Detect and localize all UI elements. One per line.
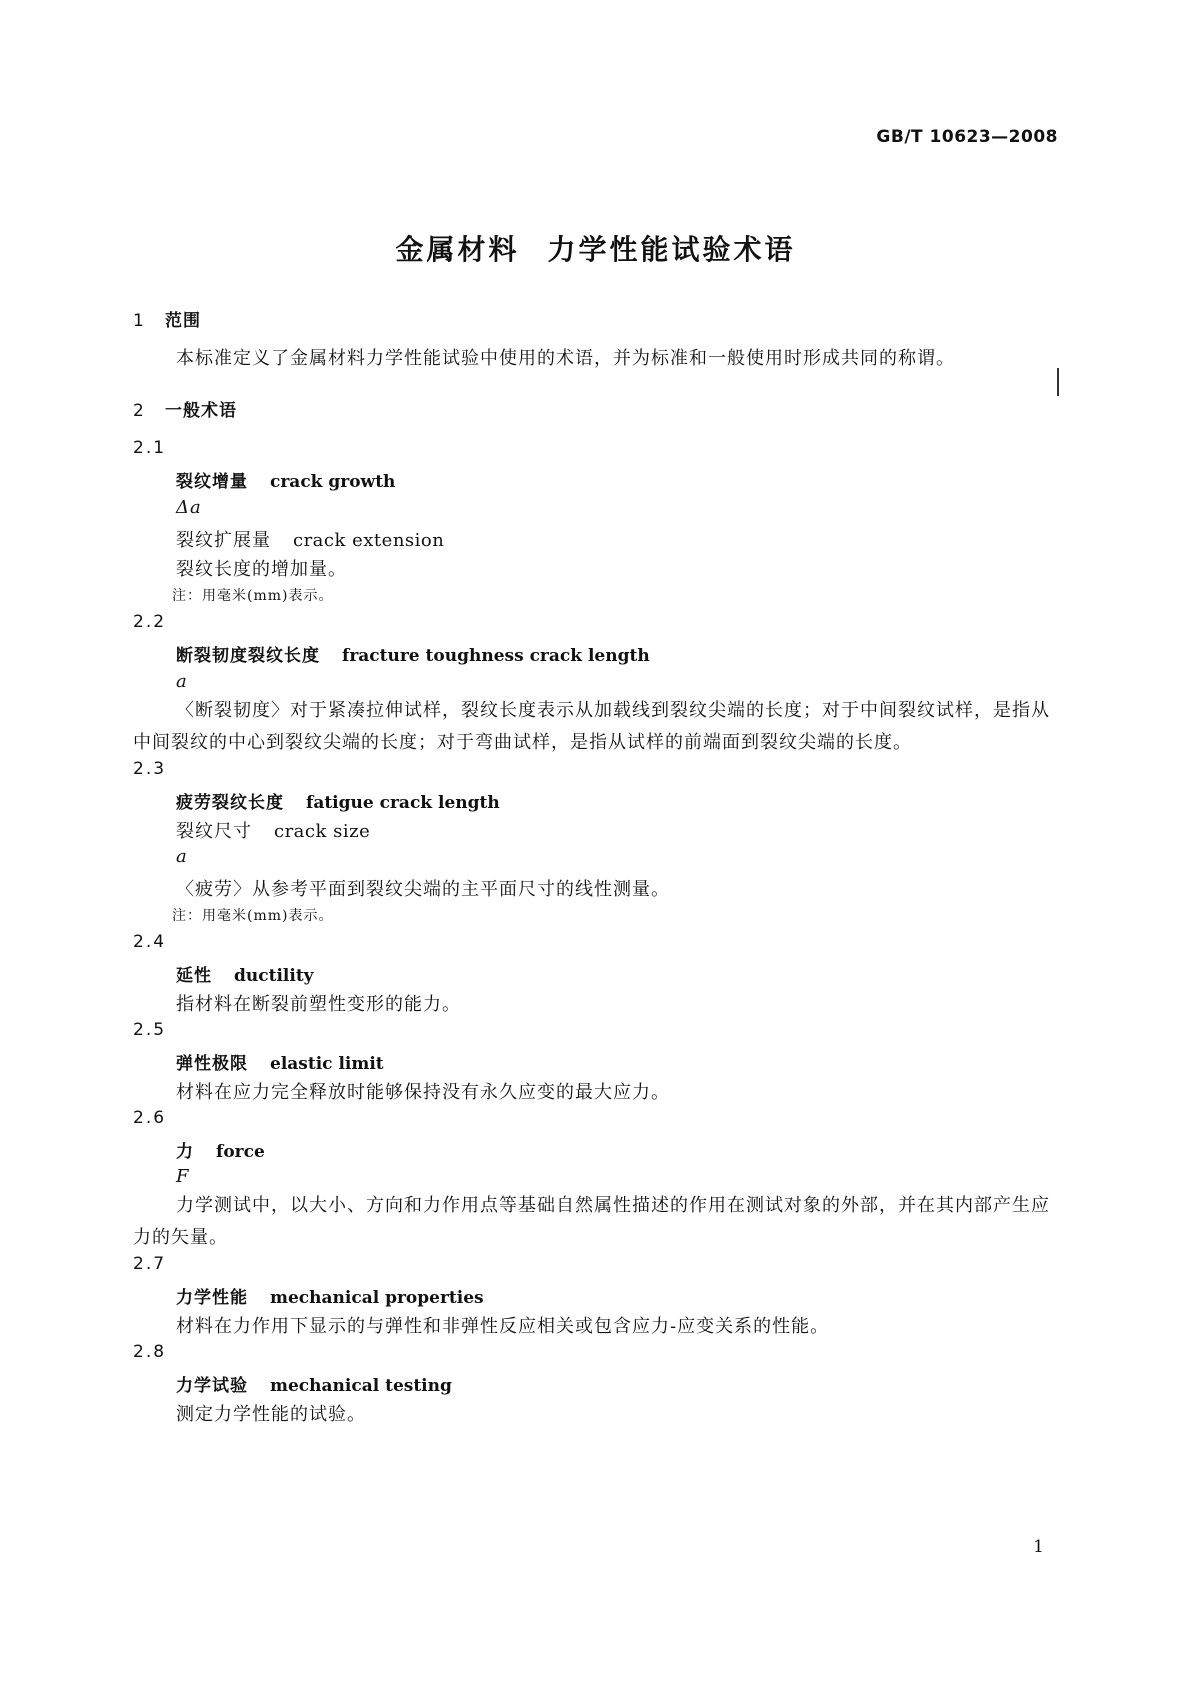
term-en: ductility: [234, 966, 314, 986]
synonym-en: crack extension: [293, 530, 445, 551]
section-1-heading: [133, 306, 201, 331]
definition: 〈断裂韧度〉对于紧凑拉伸试样，裂纹长度表示从加载线到裂纹尖端的长度；对于中间裂纹试样，是指从中间裂纹的中心到裂纹尖端的长度；对于弯曲试样，是指从试样的前端面到裂纹尖端的长度。: [133, 700, 1050, 753]
section-2-heading: [133, 396, 237, 421]
definition: 裂纹长度的增加量。: [176, 559, 347, 580]
term-symbol: a: [176, 846, 188, 867]
term-line: [176, 961, 314, 986]
synonym-en: crack size: [274, 821, 371, 842]
entry-number: 2.6: [133, 1108, 167, 1128]
term-en: force: [216, 1142, 265, 1162]
definition: 测定力学性能的试验。: [176, 1404, 366, 1425]
page-title: [0, 228, 1191, 268]
section-number: 2: [133, 401, 145, 421]
revision-bar: [1057, 368, 1059, 396]
synonym-line: [176, 526, 444, 552]
term-zh: 裂纹增量: [176, 472, 248, 492]
entry-number: 2.3: [133, 759, 167, 779]
entry-number: 2.8: [133, 1342, 167, 1362]
page-number: 1: [1033, 1537, 1044, 1557]
note: 注：用毫米(mm)表示。: [172, 908, 334, 924]
section-number: 1: [133, 311, 145, 331]
term-en: mechanical properties: [270, 1288, 484, 1308]
term-zh: 疲劳裂纹长度: [176, 793, 284, 813]
term-en: fracture toughness crack length: [342, 646, 650, 666]
definition: 〈疲劳〉从参考平面到裂纹尖端的主平面尺寸的线性测量。: [176, 879, 670, 900]
term-zh: 断裂韧度裂纹长度: [176, 646, 320, 666]
term-line: [176, 788, 500, 813]
term-line: [176, 1049, 384, 1074]
note: 注：用毫米(mm)表示。: [172, 588, 334, 604]
term-zh: 力学性能: [176, 1288, 248, 1308]
term-en: fatigue crack length: [306, 793, 500, 813]
term-symbol: Δa: [176, 497, 202, 518]
section-title: 范围: [165, 311, 201, 331]
synonym-zh: 裂纹尺寸: [176, 821, 252, 842]
term-zh: 弹性极限: [176, 1054, 248, 1074]
term-line: [176, 1371, 452, 1396]
entry-number: 2.4: [133, 932, 167, 952]
synonym-zh: 裂纹扩展量: [176, 530, 271, 551]
scope-paragraph: 本标准定义了金属材料力学性能试验中使用的术语，并为标准和一般使用时形成共同的称谓。: [176, 348, 955, 369]
entry-number: 2.1: [133, 438, 167, 458]
entry-number: 2.7: [133, 1254, 167, 1274]
synonym-line: [176, 817, 370, 843]
definition: 材料在应力完全释放时能够保持没有永久应变的最大应力。: [176, 1082, 670, 1103]
term-symbol: F: [176, 1166, 190, 1187]
term-line: [176, 467, 395, 492]
term-en: elastic limit: [270, 1054, 384, 1074]
term-line: [176, 1137, 265, 1162]
term-symbol: a: [176, 671, 188, 692]
term-en: mechanical testing: [270, 1376, 452, 1396]
definition: 材料在力作用下显示的与弹性和非弹性反应相关或包含应力-应变关系的性能。: [176, 1316, 830, 1337]
document-code: GB/T 10623—2008: [876, 127, 1058, 147]
title-part-2: 力学性能试验术语: [547, 233, 796, 266]
term-zh: 力: [176, 1142, 194, 1162]
title-part-1: 金属材料: [395, 233, 520, 266]
term-zh: 延性: [176, 966, 212, 986]
definition: 指材料在断裂前塑性变形的能力。: [176, 994, 461, 1015]
term-line: [176, 641, 650, 666]
term-zh: 力学试验: [176, 1376, 248, 1396]
term-en: crack growth: [270, 472, 396, 492]
entry-number: 2.2: [133, 612, 167, 632]
section-title: 一般术语: [165, 401, 237, 421]
term-line: [176, 1283, 484, 1308]
entry-number: 2.5: [133, 1020, 167, 1040]
definition: 力学测试中，以大小、方向和力作用点等基础自然属性描述的作用在测试对象的外部，并在其内部产生应力的矢量。: [133, 1195, 1050, 1248]
